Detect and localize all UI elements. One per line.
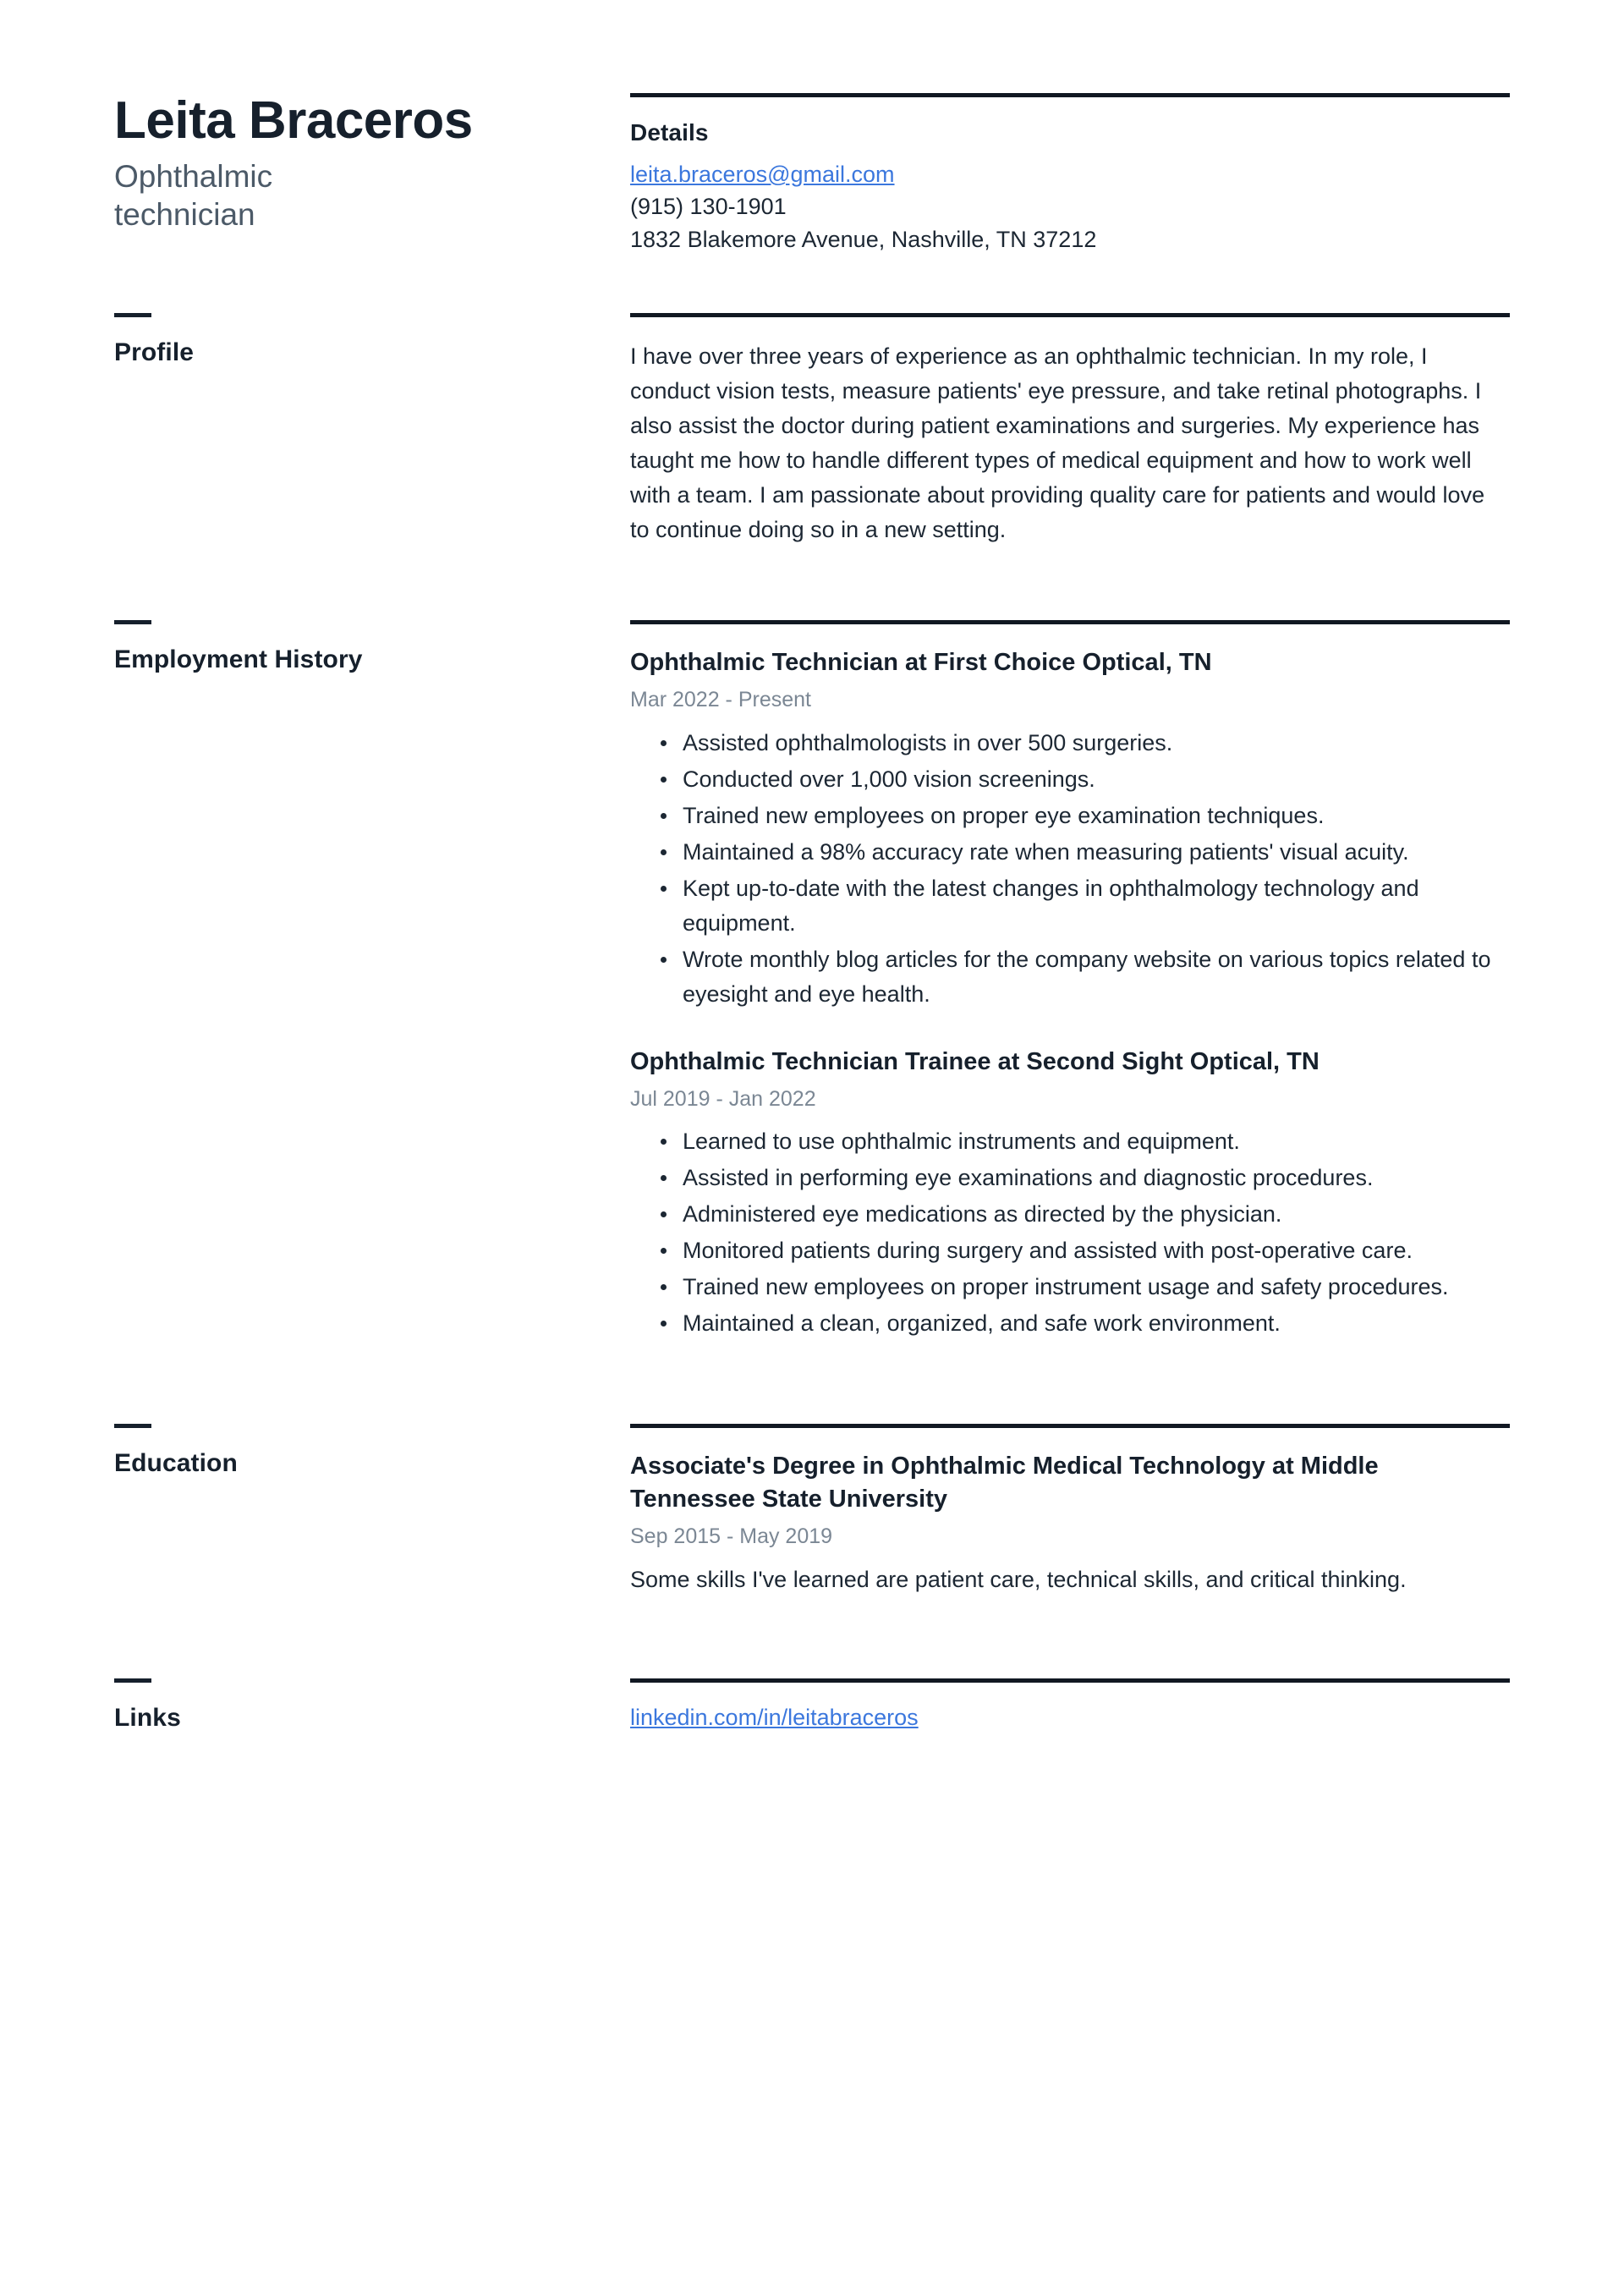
list-item: Administered eye medications as directed by the physician. (683, 1197, 1510, 1232)
education-entry (630, 1450, 1510, 1596)
profile-label-col (114, 313, 630, 368)
list-item: Wrote monthly blog articles for the company website on various topics related to eyesight and eye health. (683, 942, 1510, 1012)
education-section (114, 1424, 1510, 1596)
address-text: 1832 Blakemore Avenue, Nashville, TN 37212 (630, 226, 1097, 252)
section-dash-icon (114, 1424, 151, 1428)
list-item: Maintained a 98% accuracy rate when measuring patients' visual acuity. (683, 835, 1510, 870)
linkedin-link[interactable]: linkedin.com/in/leitabraceros (630, 1704, 919, 1730)
section-label-employment-history: Employment History (114, 645, 363, 674)
employment-section (114, 620, 1510, 1343)
employment-entry-date: Mar 2022 - Present (630, 688, 811, 712)
profile-text: I have over three years of experience as an ophthalmic technician. In my role, I conduct vision tests, measure patients' eye pressure, and take retinal photographs. I also assist the doctor during patient examinations and surgeries. My experience has taught me how to handle different types of medical equipment and how to work well with a team. I am passionate about providing quality care for patients and would love to continue doing so in a new setting. (630, 343, 1485, 543)
spacer (114, 1597, 1510, 1678)
page-title: Leita Braceros (114, 91, 473, 150)
details-heading: Details (630, 119, 709, 146)
section-dash-icon (114, 313, 151, 317)
profile-section (114, 313, 1510, 547)
employment-entry-title: Ophthalmic Technician at First Choice Optical, TN (630, 649, 1212, 677)
employment-entry-date: Jul 2019 - Jan 2022 (630, 1086, 816, 1111)
section-label-profile: Profile (114, 338, 195, 366)
section-dash-icon (114, 1678, 151, 1683)
links-label-col (114, 1678, 630, 1733)
employment-entry (630, 646, 1510, 1012)
employment-entry (630, 1046, 1510, 1342)
section-divider (630, 1424, 1510, 1428)
details-section (630, 93, 1510, 255)
employment-content (630, 620, 1510, 1343)
section-divider (630, 620, 1510, 624)
phone-text: (915) 130-1901 (630, 194, 787, 220)
header-section (114, 93, 1510, 255)
links-section (114, 1678, 1510, 1733)
education-entry-description: Some skills I've learned are patient care, technical skills, and critical thinking. (630, 1566, 1407, 1592)
list-item: Monitored patients during surgery and assisted with post-operative care. (683, 1233, 1510, 1268)
spacer (114, 547, 1510, 620)
list-item: Trained new employees on proper eye examination techniques. (683, 799, 1510, 833)
employment-label-col (114, 620, 630, 675)
list-item: Assisted in performing eye examinations and diagnostic procedures. (683, 1161, 1510, 1195)
list-item: Assisted ophthalmologists in over 500 surgeries. (683, 726, 1510, 761)
list-item: Conducted over 1,000 vision screenings. (683, 762, 1510, 797)
spacer (114, 1343, 1510, 1424)
profile-content (630, 313, 1510, 547)
section-dash-icon (114, 620, 151, 624)
header-job-title: Ophthalmic technician (114, 158, 273, 232)
header-identity (114, 93, 630, 233)
list-item: Kept up-to-date with the latest changes in ophthalmology technology and equipment. (683, 871, 1510, 941)
section-divider (630, 1678, 1510, 1683)
email-link[interactable]: leita.braceros@gmail.com (630, 162, 895, 187)
education-entry-date: Sep 2015 - May 2019 (630, 1524, 833, 1549)
list-item: Maintained a clean, organized, and safe work environment. (683, 1306, 1510, 1341)
list-item: Trained new employees on proper instrument usage and safety procedures. (683, 1270, 1510, 1305)
section-label-education: Education (114, 1449, 238, 1478)
spacer (114, 255, 1510, 313)
employment-entry-bullets (630, 1124, 1510, 1341)
employment-entry-bullets (630, 726, 1510, 1012)
education-entry-title: Associate's Degree in Ophthalmic Medical Technology at Middle Tennessee State University (630, 1453, 1379, 1513)
section-label-links: Links (114, 1703, 181, 1732)
links-content (630, 1678, 1510, 1733)
section-divider (630, 313, 1510, 317)
list-item: Learned to use ophthalmic instruments and equipment. (683, 1124, 1510, 1159)
section-divider (630, 93, 1510, 97)
employment-entry-title: Ophthalmic Technician Trainee at Second Sight Optical, TN (630, 1047, 1320, 1075)
education-label-col (114, 1424, 630, 1479)
education-content (630, 1424, 1510, 1596)
